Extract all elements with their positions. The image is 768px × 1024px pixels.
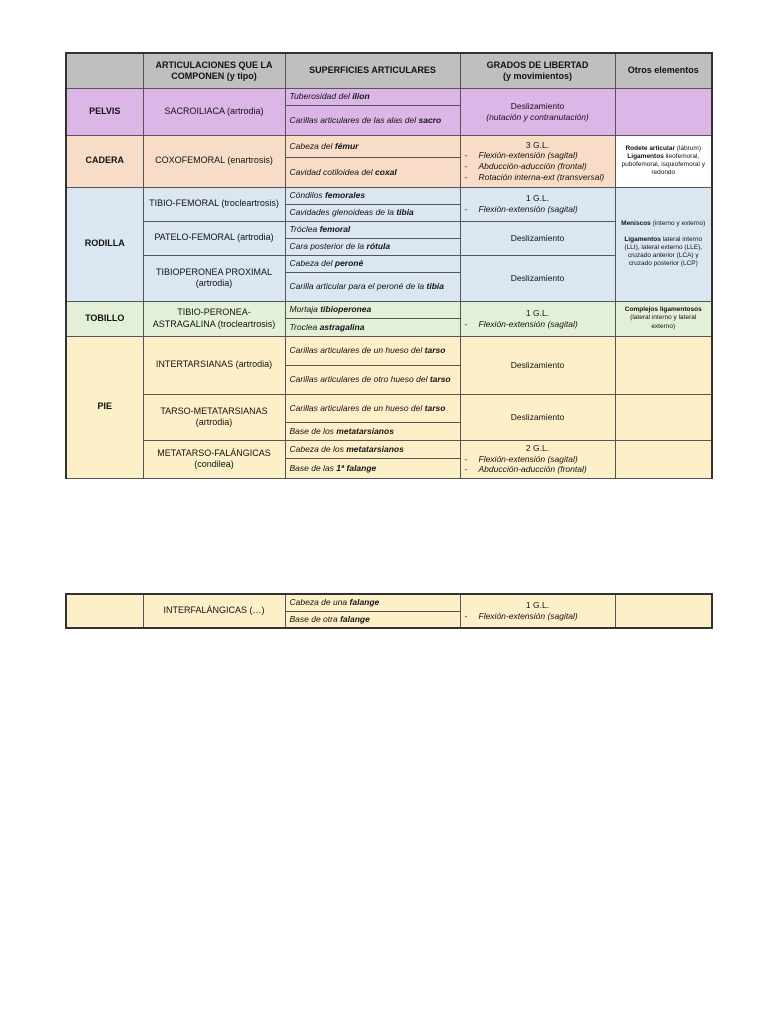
surface-cell: Base de otra falange [285, 611, 460, 628]
other-cell: Rodete articular (lábrum) Ligamentos ileofemoral, pubofemoral, isquiofemoral y redondo [615, 135, 712, 187]
other-cell [615, 440, 712, 478]
surface-cell: Carillas articulares de las alas del sacro [285, 105, 460, 135]
table-row [66, 301, 712, 318]
surface-cell: Cóndilos femorales [285, 187, 460, 204]
joint-sacroiliaca: SACROILIACA (artrodia) [143, 88, 285, 135]
other-cell: Complejos ligamentosos (lateral interno y lateral externo) [615, 301, 712, 336]
joint-interfalangicas: INTERFALÁNGICAS (…) [143, 594, 285, 628]
surface-cell: Tuberosidad del ilion [285, 88, 460, 105]
degrees-cell: Deslizamiento [460, 336, 615, 394]
degrees-cell: Deslizamiento [460, 221, 615, 255]
surface-cell: Carillas articulares de otro hueso del tarso [285, 365, 460, 394]
table-row [66, 336, 712, 365]
region-cell-empty [66, 594, 143, 628]
other-cell [615, 336, 712, 394]
joint-coxofemoral: COXOFEMORAL (enartrosis) [143, 135, 285, 187]
other-cell [615, 594, 712, 628]
table-row [66, 394, 712, 422]
surface-cell: Carillas articulares de un hueso del tarso [285, 336, 460, 365]
other-cell [615, 88, 712, 135]
surface-cell: Cabeza de los metatarsianos [285, 440, 460, 458]
other-cell [615, 394, 712, 440]
header-degrees-line1: GRADOS DE LIBERTAD [486, 59, 589, 70]
region-tobillo: TOBILLO [66, 301, 143, 336]
region-rodilla: RODILLA [66, 187, 143, 301]
table-row [66, 594, 712, 611]
surface-cell: Cabeza de una falange [285, 594, 460, 611]
degrees-cell: Deslizamiento (nutación y contranutación) [460, 88, 615, 135]
degrees-cell: 2 G.L. - Flexión-extensión (sagital) - Abducción-aducción (frontal) [460, 440, 615, 478]
joint-patelo-femoral: PATELO-FEMORAL (artrodia) [143, 221, 285, 255]
surface-cell: Carillas articulares de un hueso del tarso [285, 394, 460, 422]
region-cadera: CADERA [66, 135, 143, 187]
table-row [66, 135, 712, 157]
joint-metatarso-falangicas: METATARSO-FALÁNGICAS (condilea) [143, 440, 285, 478]
degrees-cell: 3 G.L. - Flexión-extensión (sagital) - Abducción-aducción (frontal) - Rotación interna-ext (transversal) [460, 135, 615, 187]
table-header-row [66, 53, 712, 88]
surface-cell: Carilla articular para el peroné de la tibia [285, 272, 460, 301]
surface-cell: Cavidades glenoideas de la tibia [285, 204, 460, 221]
region-pelvis: PELVIS [66, 88, 143, 135]
header-joints: ARTICULACIONES QUE LA COMPONEN (y tipo) [143, 53, 285, 88]
header-surfaces: SUPERFICIES ARTICULARES [285, 53, 460, 88]
joint-tibioperonea-proximal: TIBIOPERONEA PROXIMAL (artrodia) [143, 255, 285, 301]
region-pie: PIE [66, 336, 143, 478]
joints-table [65, 52, 713, 479]
joint-intertarsianas: INTERTARSIANAS (artrodia) [143, 336, 285, 394]
table-row [66, 440, 712, 458]
degrees-cell: 1 G.L. - Flexión-extensión (sagital) [460, 301, 615, 336]
degrees-cell: 1 G.L. - Flexión-extensión (sagital) [460, 187, 615, 221]
surface-cell: Base de las 1ª falange [285, 458, 460, 478]
joint-tibio-peronea-astragalina: TIBIO-PERONEA-ASTRAGALINA (trocleartrosis) [143, 301, 285, 336]
header-other: Otros elementos [615, 53, 712, 88]
header-degrees-line2: (y movimientos) [502, 70, 572, 81]
surface-cell: Cabeza del fémur [285, 135, 460, 157]
header-degrees [460, 53, 615, 88]
surface-cell: Base de los metatarsianos [285, 422, 460, 440]
surface-cell: Tróclea femoral [285, 221, 460, 238]
surface-cell: Cabeza del peroné [285, 255, 460, 272]
degrees-cell: Deslizamiento [460, 255, 615, 301]
header-region [66, 53, 143, 88]
other-cell: Meniscos (interno y externo) Ligamentos lateral interno (LLI), lateral externo (LLE), cruzado anterior (LCA) y cruzado posterior (LCP) [615, 187, 712, 301]
joint-tibio-femoral: TIBIO-FEMORAL (trocleartrosis) [143, 187, 285, 221]
surface-cell: Cavidad cotiloidea del coxal [285, 157, 460, 187]
surface-cell: Mortaja tibioperonea [285, 301, 460, 318]
surface-cell: Cara posterior de la rótula [285, 238, 460, 255]
joints-table-continuation [65, 593, 713, 629]
table-row [66, 88, 712, 105]
degrees-cell: 1 G.L. - Flexión-extensión (sagital) [460, 594, 615, 628]
degrees-cell: Deslizamiento [460, 394, 615, 440]
surface-cell: Troclea astragalina [285, 318, 460, 336]
table-row [66, 187, 712, 204]
joint-tarso-metatarsianas: TARSO-METATARSIANAS (artrodia) [143, 394, 285, 440]
